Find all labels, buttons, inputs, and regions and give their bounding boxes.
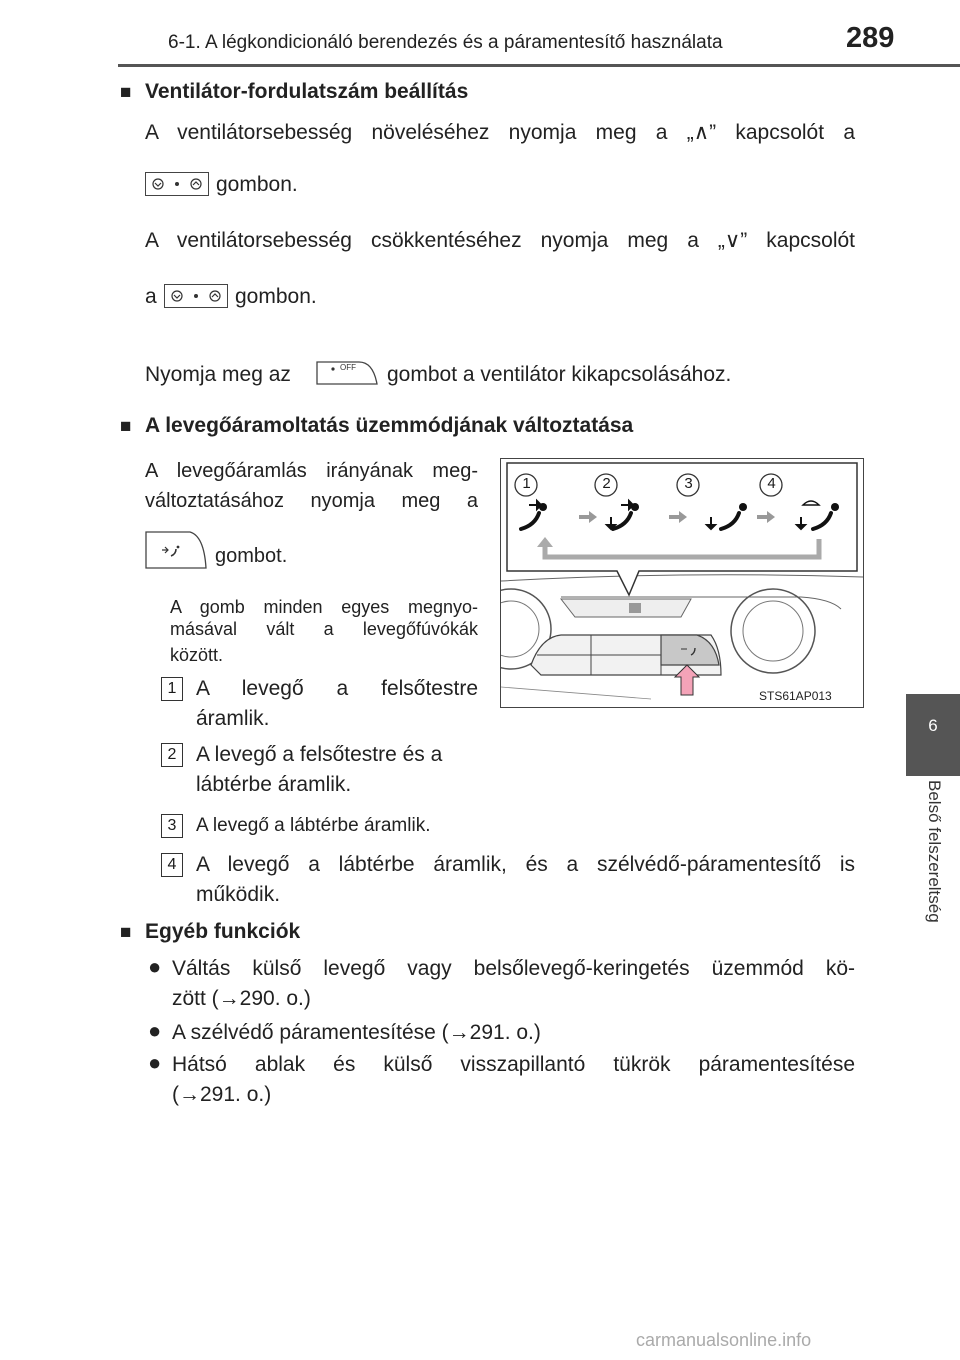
section2-title: A levegőáramoltatás üzemmódjának változtatása	[145, 414, 634, 437]
section2-note-l3: között.	[170, 645, 224, 665]
item-number-badge: 2	[161, 743, 183, 767]
section2-note-l1: A gomb minden egyes megnyo-	[170, 597, 478, 617]
fan-speed-button-icon-2	[164, 284, 228, 308]
section1-p2-pre: a	[145, 285, 157, 308]
section1-title: Ventilátor-fordulatszám beállítás	[145, 80, 469, 103]
section3-title: Egyéb funkciók	[145, 920, 301, 943]
section1-p3-post: gombot a ventilátor kikapcsolásához.	[387, 363, 732, 386]
section-marker-icon: ■	[120, 82, 132, 103]
item4-line2: működik.	[196, 883, 281, 906]
airflow-mode-button-icon	[144, 530, 208, 570]
section3-b1-l2: zött (→290. o.)	[172, 987, 311, 1010]
section3-b1-l1: Váltás külső levegő vagy belsőlevegő-keringetés üzemmód kö-	[172, 957, 855, 980]
item3-line1: A levegő a lábtérbe áramlik.	[196, 815, 431, 836]
item1-line2: áramlik.	[196, 707, 270, 730]
section1-p1-line1: A ventilátorsebesség növeléséhez nyomja meg a „∧” kapcsolót a	[145, 121, 855, 144]
figure-label-4: 4	[767, 475, 776, 492]
item-number-badge: 3	[161, 814, 183, 838]
item1-line1: A levegő a felsőtestre	[196, 677, 478, 700]
section1-p1-line2: gombon.	[216, 173, 298, 196]
section3-b3-l2: (→291. o.)	[172, 1083, 272, 1106]
fan-off-button-icon	[315, 360, 379, 386]
fan-speed-button-icon	[145, 172, 209, 196]
section2-intro-l2: változtatásához nyomja meg a	[145, 490, 478, 512]
chapter-label: Belső felszereltség	[925, 780, 944, 923]
header-rule	[118, 64, 960, 67]
figure-label-1: 1	[522, 475, 531, 492]
section-marker-icon: ■	[120, 922, 132, 943]
section3-b2: A szélvédő páramentesítése (→291. o.)	[172, 1021, 541, 1044]
bullet-icon: ●	[148, 1050, 162, 1075]
section1-p3-pre: Nyomja meg az	[145, 363, 291, 386]
bullet-icon: ●	[148, 954, 162, 979]
section3-b3-l1: Hátsó ablak és külső visszapillantó tükrök páramentesítése	[172, 1053, 855, 1076]
off-label: OFF	[340, 363, 356, 372]
watermark: carmanualsonline.info	[636, 1330, 812, 1350]
section1-p2-line1: A ventilátorsebesség csökkentéséhez nyomja meg a „∨” kapcsolót	[145, 229, 855, 252]
item4-line1: A levegő a lábtérbe áramlik, és a szélvédő-páramentesítő is	[196, 853, 855, 876]
item2-line2: lábtérbe áramlik.	[196, 773, 352, 796]
bullet-icon: ●	[148, 1018, 162, 1043]
figure-code: STS61AP013	[759, 689, 832, 703]
header-title: 6-1. A légkondicionáló berendezés és a páramentesítő használata	[168, 32, 723, 53]
item-number-badge: 1	[161, 677, 183, 701]
section2-note-l2: másával vált a levegőfúvókák	[170, 619, 478, 639]
airflow-mode-figure	[500, 458, 864, 708]
section-marker-icon: ■	[120, 416, 132, 437]
item-number-badge: 4	[161, 853, 183, 877]
section2-intro-l3: gombot.	[215, 545, 288, 567]
page-number: 289	[846, 22, 895, 54]
item2-line1: A levegő a felsőtestre és a	[196, 743, 443, 766]
figure-label-3: 3	[684, 475, 693, 492]
section2-intro-l1: A levegőáramlás irányának meg-	[145, 460, 478, 482]
chapter-number: 6	[928, 716, 938, 735]
figure-label-2: 2	[602, 475, 611, 492]
section1-p2-line2: gombon.	[235, 285, 317, 308]
